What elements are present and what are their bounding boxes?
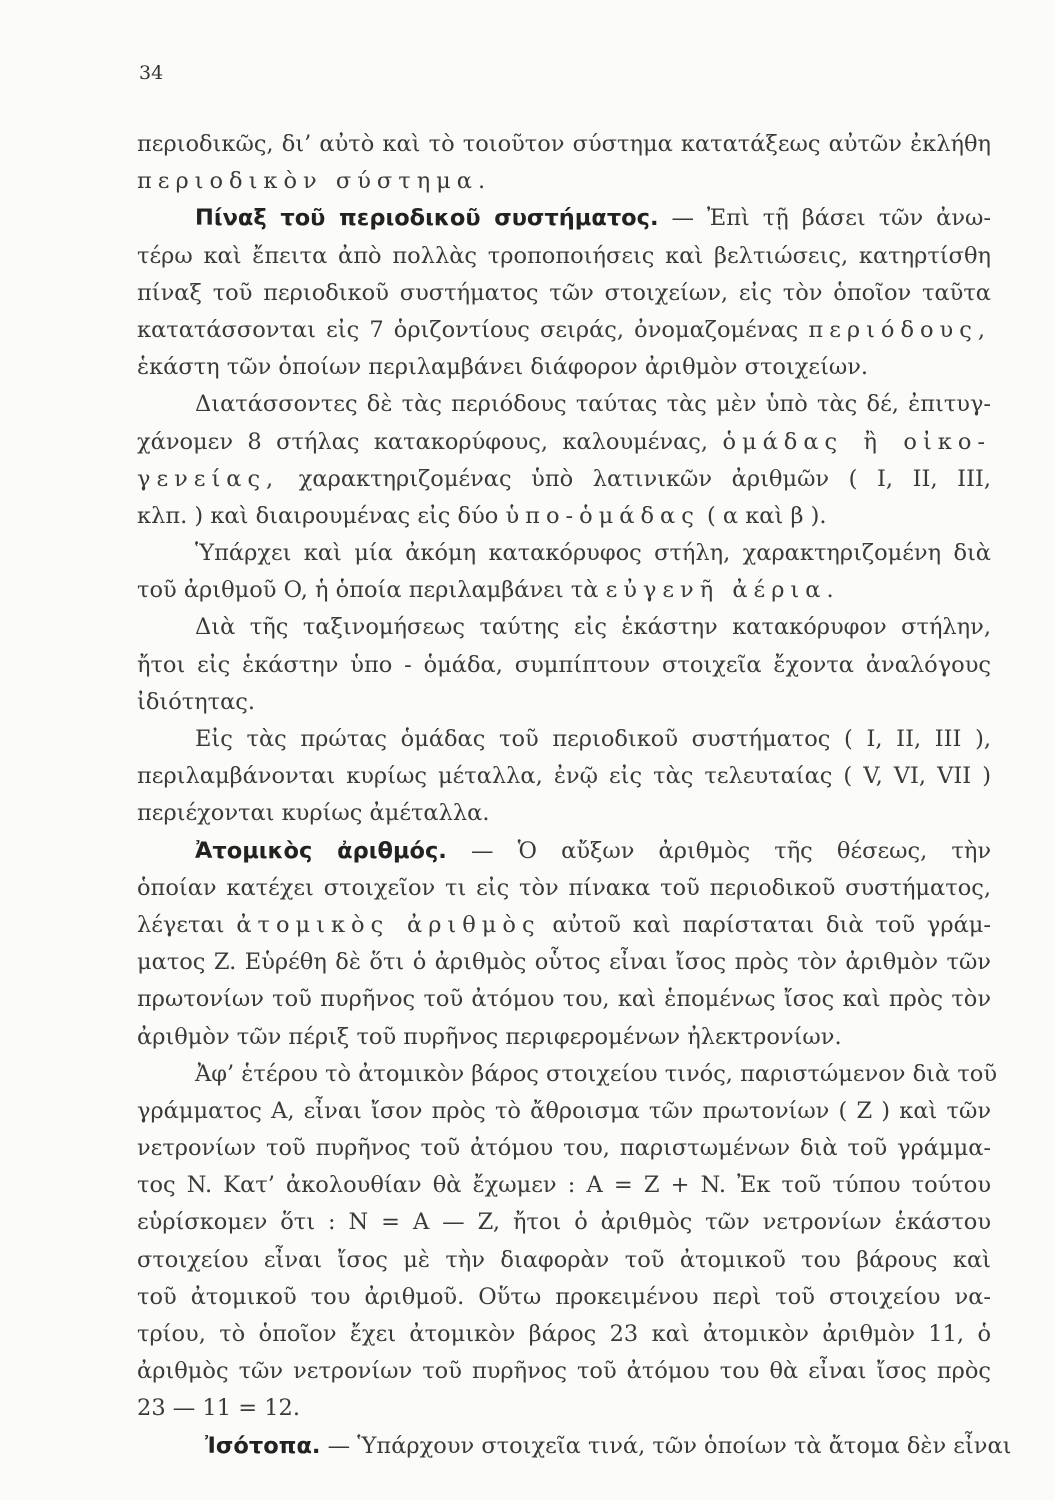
text-run: τοῦ ἀτομικοῦ του ἀριθμοῦ. Οὕτω προκειμένου περὶ τοῦ στοιχείου να-	[137, 1283, 991, 1310]
text-line	[137, 758, 991, 795]
text-line	[137, 461, 991, 498]
text-run: στοιχείου εἶναι ἴσος μὲ τὴν διαφορὰν τοῦ ἀτομικοῦ του βάρους καὶ	[137, 1246, 991, 1273]
text-run: τρίου, τὸ ὁποῖον ἔχει ἀτομικὸν βάρος 23 καὶ ἀτομικὸν ἀριθμὸν 11, ὁ	[137, 1321, 991, 1347]
text-line	[137, 238, 991, 275]
text-line	[137, 163, 991, 200]
text-line	[137, 647, 991, 684]
text-line	[137, 944, 991, 981]
spaced-term: περιοδικὸν σύστημα.	[137, 168, 492, 195]
text-run: — Ὁ αὔξων ἀριθμὸς τῆς θέσεως, τὴν	[446, 837, 991, 864]
text-run: Εἰς τὰς πρώτας ὁμάδας τοῦ περιοδικοῦ συστήματος ( I, II, III ),	[195, 726, 991, 752]
text-run: — Ἐπὶ τῇ βάσει τῶν ἀνω-	[658, 205, 991, 232]
text-run: αὐτοῦ καὶ παρίσταται διὰ τοῦ γράμ-	[540, 911, 991, 938]
text-line	[137, 609, 991, 646]
text-line	[137, 349, 991, 386]
text-run: ἰδιότητας.	[137, 688, 256, 715]
text-run: ἤτοι εἰς ἑκάστην ὑπο - ὁμάδα, συμπίπτουν στοιχεῖα ἔχοντα ἀναλόγους	[137, 651, 991, 678]
text-run: τος N. Κατ’ ἀκολουθίαν θὰ ἔχωμεν : A = Z + N. Ἐκ τοῦ τύπου τούτου	[137, 1172, 991, 1199]
section-heading: Ἀτομικὸς ἀριθμός.	[195, 837, 447, 864]
text-run: ἀριθμὸς τῶν νετρονίων τοῦ πυρῆνος τοῦ ἀτόμου του θὰ εἶναι ἴσος πρὸς	[137, 1358, 991, 1385]
text-line	[137, 498, 991, 535]
text-run: πίναξ τοῦ περιοδικοῦ συστήματος τῶν στοιχείων, εἰς τὸν ὁποῖον ταῦτα	[137, 279, 991, 306]
text-line	[137, 312, 991, 349]
text-run: Διὰ τῆς ταξινομήσεως ταύτης εἰς ἑκάστην κατακόρυφον στήλην,	[195, 614, 991, 641]
spaced-term: εὐγενῆ ἀέρια.	[605, 577, 840, 604]
text-line	[137, 795, 991, 832]
text-run: περιέχονται κυρίως ἀμέταλλα.	[137, 800, 490, 827]
text-line	[137, 721, 991, 758]
text-run: περιλαμβάνονται κυρίως μέταλλα, ἐνῷ εἰς τὰς τελευταίας ( V, VI, VII )	[137, 763, 991, 790]
text-run: χαρακτηριζομένας ὑπὸ λατινικῶν ἀριθμῶν ( I, II, III,	[279, 465, 991, 492]
text-run: λέγεται	[137, 911, 237, 938]
text-run: 23 — 11 = 12.	[137, 1395, 301, 1422]
text-line	[137, 1093, 991, 1130]
text-line	[137, 1279, 991, 1316]
text-line	[137, 572, 991, 609]
text-line	[137, 1390, 991, 1427]
text-run: γράμματος A, εἶναι ἴσον πρὸς τὸ ἄθροισμα τῶν πρωτονίων ( Z ) καὶ τῶν	[137, 1097, 991, 1124]
spaced-term: περιόδους,	[808, 316, 991, 343]
spaced-term: ὁμάδας ἢ οἰκο-	[722, 428, 991, 455]
text-run: χάνομεν 8 στήλας κατακορύφους, καλουμένας,	[137, 428, 723, 455]
text-line	[137, 1316, 991, 1353]
text-line	[137, 684, 991, 721]
page-number: 34	[139, 62, 164, 84]
text-run: ἑκάστη τῶν ὁποίων περιλαμβάνει διάφορον ἀριθμὸν στοιχείων.	[137, 354, 869, 381]
text-line	[137, 535, 991, 572]
text-line	[137, 275, 991, 312]
text-line	[137, 200, 991, 237]
text-line	[137, 1056, 998, 1093]
text-line	[137, 1019, 991, 1056]
text-line	[137, 833, 991, 870]
text-line	[137, 1242, 991, 1279]
spaced-term: ἀτομικὸς ἀριθμὸς	[236, 911, 541, 938]
text-run: ὁποίαν κατέχει στοιχεῖον τι εἰς τὸν πίνακα τοῦ περιοδικοῦ συστήματος,	[137, 874, 991, 901]
text-run: Διατάσσοντες δὲ τὰς περιόδους ταύτας τὰς μὲν ὑπὸ τὰς δέ, ἐπιτυγ-	[195, 391, 991, 418]
body-text	[137, 126, 1012, 1465]
text-line	[137, 1353, 991, 1390]
text-run: ἀριθμὸν τῶν πέριξ τοῦ πυρῆνος περιφερομένων ἠλεκτρονίων.	[137, 1023, 842, 1050]
text-line	[137, 870, 991, 907]
text-line	[137, 1204, 991, 1241]
text-run: εὑρίσκομεν ὅτι : N = A — Z, ἤτοι ὁ ἀριθμὸς τῶν νετρονίων ἑκάστου	[137, 1209, 991, 1236]
text-run: ( α καὶ β ).	[699, 502, 827, 529]
section-heading: Ἰσότοπα.	[205, 1432, 321, 1459]
text-run: τοῦ ἀριθμοῦ O, ἡ ὁποία περιλαμβάνει τὰ	[137, 577, 606, 604]
text-run: Ἀφ’ ἑτέρου τὸ ἀτομικὸν βάρος στοιχείου τινός, παριστώμενον διὰ τοῦ	[195, 1060, 998, 1087]
text-line	[137, 126, 991, 163]
text-run: κλπ. ) καὶ διαιρουμένας εἰς δύο	[137, 502, 506, 529]
text-line	[137, 424, 991, 461]
text-run: τέρω καὶ ἔπειτα ἀπὸ πολλὰς τροποποιήσεις καὶ βελτιώσεις, κατηρτίσθη	[137, 242, 991, 269]
text-line	[137, 1167, 991, 1204]
text-run: περιοδικῶς, δι’ αὐτὸ καὶ τὸ τοιοῦτον σύστημα κατατάξεως αὐτῶν ἐκλήθη	[137, 131, 991, 157]
text-line	[137, 981, 991, 1018]
text-line	[137, 907, 991, 944]
spaced-term: ὑπο-ὁμάδας	[505, 502, 700, 529]
text-line	[137, 1130, 991, 1167]
text-run: ματος Z. Εὑρέθη δὲ ὅτι ὁ ἀριθμὸς οὗτος εἶναι ἴσος πρὸς τὸν ἀριθμὸν τῶν	[137, 949, 991, 976]
text-line	[137, 386, 991, 423]
text-run: νετρονίων τοῦ πυρῆνος τοῦ ἀτόμου του, παριστωμένων διὰ τοῦ γράμμα-	[137, 1135, 991, 1162]
text-run: — Ὑπάρχουν στοιχεῖα τινά, τῶν ὁποίων τὰ ἄτομα δὲν εἶναι	[320, 1432, 1012, 1459]
text-line	[137, 1428, 1012, 1465]
section-heading: Πίναξ τοῦ περιοδικοῦ συστήματος.	[195, 205, 659, 232]
text-run: Ὑπάρχει καὶ μία ἀκόμη κατακόρυφος στήλη, χαρακτηριζομένη διὰ	[195, 540, 991, 567]
spaced-term: γενείας,	[137, 465, 280, 492]
text-run: κατατάσσονται εἰς 7 ὁριζοντίους σειράς, ὀνομαζομένας	[137, 316, 809, 343]
text-run: πρωτονίων τοῦ πυρῆνος τοῦ ἀτόμου του, καὶ ἑπομένως ἴσος καὶ πρὸς τὸν	[137, 986, 991, 1013]
